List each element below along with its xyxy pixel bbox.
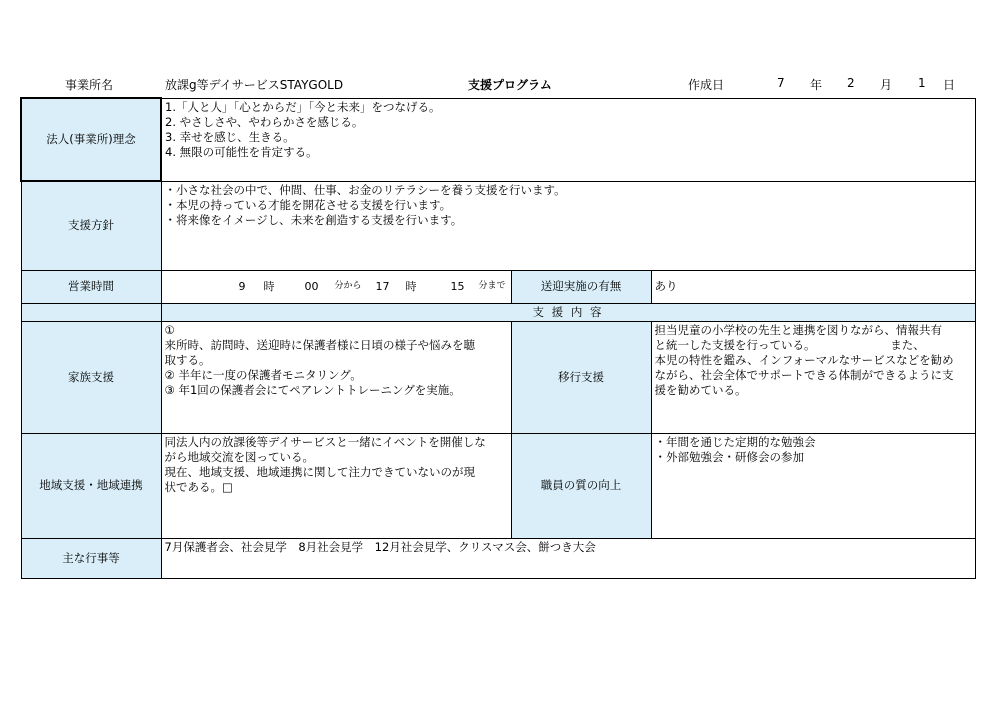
events-content <box>161 538 975 578</box>
support-content-header: 支 援 内 容 <box>161 303 975 321</box>
community-support-label: 地域支援・地域連携 <box>21 433 161 538</box>
hours-row <box>21 270 975 303</box>
document-title: 支援プログラム <box>468 78 552 92</box>
start-hour: 9 <box>238 280 246 293</box>
staff-quality-label: 職員の質の向上 <box>511 433 651 538</box>
staff-line: ・外部勉強会・研修会の参加 <box>654 449 804 464</box>
end-minute: 15 <box>450 280 465 293</box>
events-label: 主な行事等 <box>21 538 161 578</box>
created-month-value: 2 <box>847 76 855 90</box>
transition-support-label: 移行支援 <box>511 321 651 433</box>
transition-line: 援を勧めている。 <box>654 382 747 397</box>
office-name: 放課g等デイサービスSTAYGOLD <box>165 78 344 92</box>
start-minute: 00 <box>304 280 319 293</box>
philosophy-line: 4. 無限の可能性を肯定する。 <box>165 144 318 159</box>
policy-label: 支援方針 <box>21 181 161 270</box>
transition-line: と統一した支援を行っている。 また、 <box>654 337 925 352</box>
family-line: ③ 年1回の保護者会にてペアレントトレーニングを実施。 <box>164 382 461 397</box>
until-text: 分まで <box>478 281 506 291</box>
philosophy-content <box>161 98 975 181</box>
policy-line: ・小さな社会の中で、仲間、仕事、お金のリテラシーを養う支援を行います。 <box>164 182 566 197</box>
philosophy-line: 1.「人と人」「心とからだ」「今と未来」をつなげる。 <box>165 99 441 114</box>
policy-line: ・将来像をイメージし、未来を創造する支援を行います。 <box>164 212 463 227</box>
community-line: 現在、地域支援、地域連携に関して注力できていないのが現 <box>164 464 475 479</box>
philosophy-label: 法人(事業所)理念 <box>21 98 161 181</box>
support-program-table <box>20 97 976 579</box>
community-line: 同法人内の放課後等デイサービスと一緒にイベントを開催しな <box>164 434 486 449</box>
family-support-label: 家族支援 <box>21 321 161 433</box>
family-line: 取する。 <box>164 352 211 367</box>
created-day-unit: 日 <box>943 78 956 92</box>
community-staff-row <box>21 433 975 538</box>
family-support-content <box>161 321 511 433</box>
from-text: 分から <box>334 281 362 291</box>
staff-line: ・年間を通じた定期的な勉強会 <box>654 434 816 449</box>
family-transition-row <box>21 321 975 433</box>
created-day-value: 1 <box>918 76 926 90</box>
policy-row <box>21 181 975 270</box>
events-text: 7月保護者会、社会見学 8月社会見学 12月社会見学、クリスマス会、餅つき大会 <box>164 539 596 554</box>
transport-value: あり <box>651 270 975 303</box>
created-month-unit: 月 <box>880 78 893 92</box>
family-line: 来所時、訪問時、送迎時に保護者様に日頃の様子や悩みを聴 <box>164 337 475 352</box>
philosophy-line: 3. 幸せを感じ、生きる。 <box>165 129 295 144</box>
family-line: ② 半年に一度の保護者モニタリング。 <box>164 367 362 382</box>
end-hour: 17 <box>375 280 390 293</box>
hours-content <box>161 270 511 303</box>
created-year-unit: 年 <box>810 78 823 92</box>
start-hour-unit: 時 <box>263 280 275 293</box>
transport-label: 送迎実施の有無 <box>511 270 651 303</box>
community-line: がら地域交流を図っている。 <box>164 449 314 464</box>
transition-line: 担当児童の小学校の先生と連携を図りながら、情報共有 <box>654 322 942 337</box>
community-line: 状である。□ <box>164 479 233 494</box>
created-date-label: 作成日 <box>688 78 725 92</box>
community-support-content <box>161 433 511 538</box>
staff-quality-content <box>651 433 975 538</box>
transition-line: ながら、社会全体でサポートできる体制ができるように支 <box>654 367 954 382</box>
transition-line: 本児の特性を鑑み、インフォーマルなサービスなどを勧め <box>654 352 954 367</box>
transition-support-content <box>651 321 975 433</box>
philosophy-line: 2. やさしさや、やわらかさを感じる。 <box>165 114 364 129</box>
policy-content <box>161 181 975 270</box>
events-row <box>21 538 975 578</box>
philosophy-row <box>21 98 975 181</box>
family-line: ① <box>164 322 175 337</box>
hours-label: 営業時間 <box>21 270 161 303</box>
support-content-header-blank <box>21 303 161 321</box>
policy-line: ・本児の持っている才能を開花させる支援を行います。 <box>164 197 452 212</box>
office-label: 事業所名 <box>65 78 114 92</box>
created-year-value: 7 <box>777 76 785 90</box>
end-hour-unit: 時 <box>405 280 417 293</box>
support-content-header-row <box>21 303 975 321</box>
